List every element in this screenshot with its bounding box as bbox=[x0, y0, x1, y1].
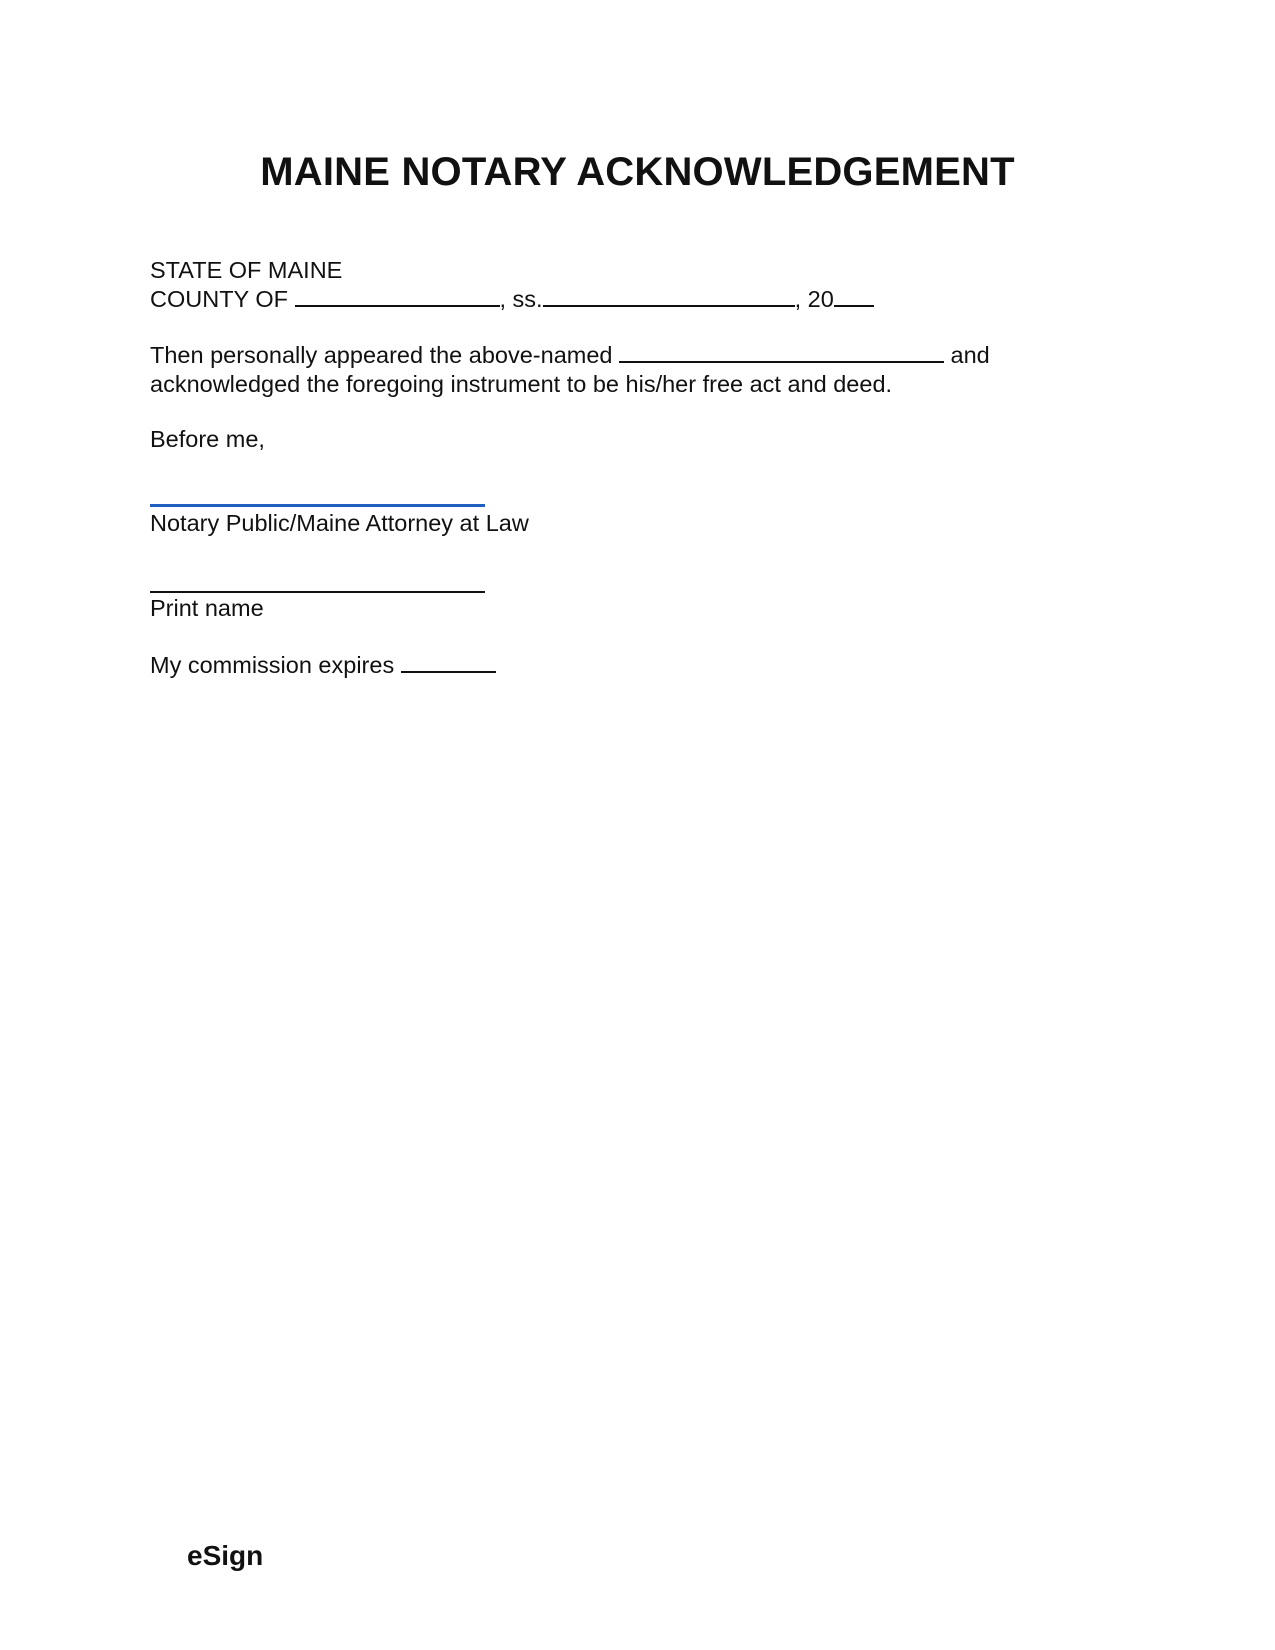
notary-signature-line[interactable] bbox=[150, 504, 485, 507]
county-label: COUNTY OF bbox=[150, 286, 288, 312]
commission-label: My commission expires bbox=[150, 652, 395, 678]
commission-line bbox=[150, 650, 496, 680]
appeared-line bbox=[150, 340, 990, 370]
appeared-and: and bbox=[950, 342, 990, 368]
commission-blank[interactable] bbox=[401, 651, 496, 673]
document-title: MAINE NOTARY ACKNOWLEDGEMENT bbox=[260, 150, 1015, 194]
print-name-label: Print name bbox=[150, 595, 264, 621]
appeared-name-blank[interactable] bbox=[619, 341, 944, 363]
notary-label: Notary Public/Maine Attorney at Law bbox=[150, 510, 529, 536]
esign-logo: eSign bbox=[187, 1540, 264, 1571]
year-blank[interactable] bbox=[834, 285, 874, 307]
acknowledged-line: acknowledged the foregoing instrument to be his/her free act and deed. bbox=[150, 371, 893, 397]
county-separator: , ss. bbox=[499, 286, 543, 312]
state-line: STATE OF MAINE bbox=[150, 257, 343, 283]
ss-blank[interactable] bbox=[543, 285, 795, 307]
year-separator: , 20 bbox=[794, 286, 834, 312]
county-blank[interactable] bbox=[295, 285, 500, 307]
county-line bbox=[150, 284, 874, 314]
appeared-text: Then personally appeared the above-named bbox=[150, 342, 613, 368]
before-me-text: Before me, bbox=[150, 426, 265, 452]
